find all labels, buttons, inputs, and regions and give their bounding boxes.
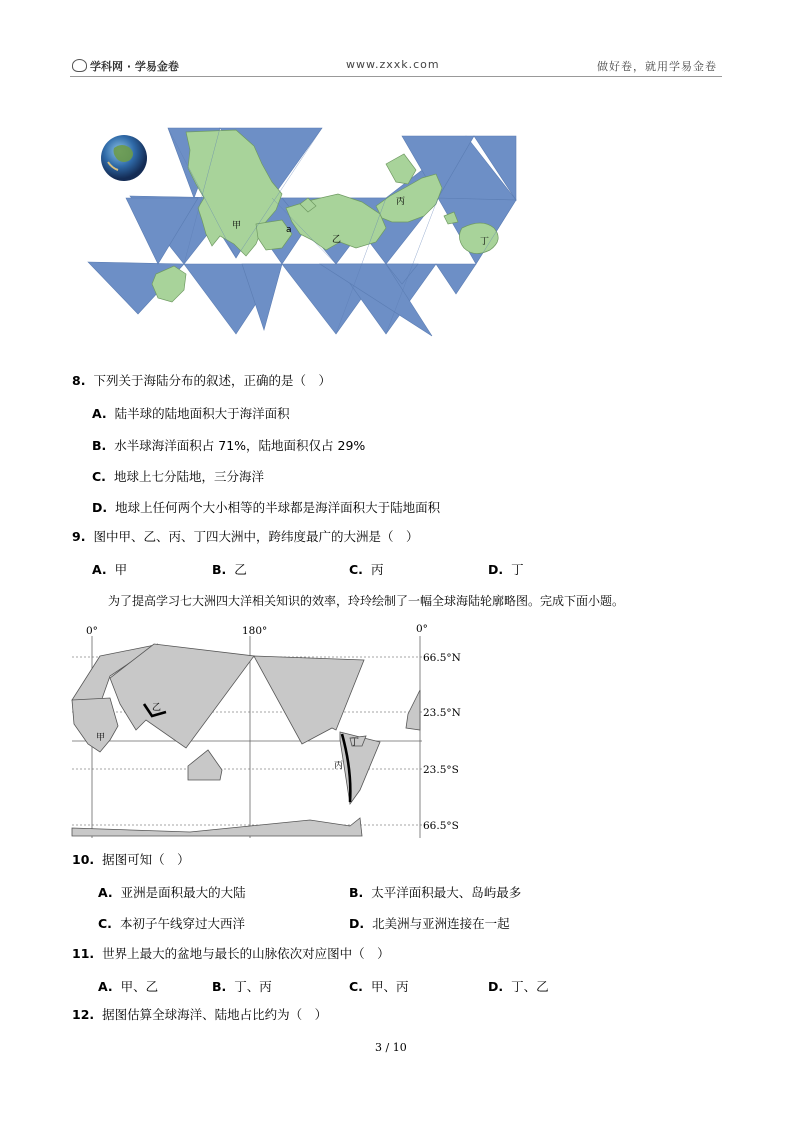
header-slogan: 做好卷，就用学易金卷 (597, 60, 717, 73)
q11-option-b[interactable]: B. 丁、丙 (212, 979, 272, 994)
land-jia (72, 698, 118, 752)
q8-option-c[interactable]: C. 地球上七分陆地，三分海洋 (92, 469, 264, 484)
lon-label-0-left: 0° (86, 625, 98, 637)
q9-option-a[interactable]: A. 甲 (92, 562, 128, 577)
map2-label-jia: 甲 (96, 733, 106, 743)
question-12 (72, 1007, 327, 1023)
header-divider (70, 76, 722, 77)
q9-option-c[interactable]: C. 丙 (349, 562, 384, 577)
map2-label-bing: 丙 (334, 761, 344, 771)
lat-label-23N: 23.5°N (423, 707, 461, 719)
logo-icon (72, 59, 87, 72)
question-text: 世界上最大的盆地与最长的山脉依次对应图中（ ） (102, 946, 390, 961)
q8-option-b[interactable]: B. 水半球海洋面积占 71%，陆地面积仅占 29% (92, 438, 366, 453)
land-antarctica (72, 818, 362, 836)
question-text: 据图估算全球海洋、陆地占比约为（ ） (102, 1007, 328, 1022)
question-number: 10. (72, 852, 95, 867)
outline-world-map (70, 620, 470, 842)
q10-option-c[interactable]: C. 本初子午线穿过大西洋 (98, 916, 245, 931)
q9-option-b[interactable]: B. 乙 (212, 562, 247, 577)
map1-label-yi: 乙 (332, 235, 342, 245)
map1-label-bing: 丙 (396, 197, 406, 207)
continent-ding (459, 223, 498, 254)
question-number: 8. (72, 373, 86, 388)
lat-label-66S: 66.5°S (423, 820, 459, 832)
land-north-america (254, 656, 364, 744)
map1-label-a: a (286, 225, 292, 235)
map1-label-ding: 丁 (480, 237, 490, 247)
q9-option-d[interactable]: D. 丁 (488, 562, 524, 577)
dymaxion-world-map (86, 124, 526, 338)
question-8 (72, 373, 331, 389)
brand-text: 学科网 · 学易金卷 (90, 60, 179, 73)
q8-option-d[interactable]: D. 地球上任何两个大小相等的半球都是海洋面积大于陆地面积 (92, 500, 441, 515)
question-text: 图中甲、乙、丙、丁四大洲中，跨纬度最广的大洲是（ ） (93, 529, 419, 544)
question-text: 下列关于海陆分布的叙述，正确的是（ ） (93, 373, 331, 388)
lon-label-180: 180° (242, 625, 268, 637)
lat-label-23S: 23.5°S (423, 764, 459, 776)
q10-option-a[interactable]: A. 亚洲是面积最大的大陆 (98, 885, 246, 900)
question-9 (72, 529, 418, 545)
lon-label-0-right: 0° (416, 623, 428, 635)
globe-icon (101, 135, 147, 181)
question-number: 12. (72, 1007, 95, 1022)
q11-option-c[interactable]: C. 甲、丙 (349, 979, 409, 994)
page-number: 3 / 10 (375, 1041, 407, 1054)
q8-option-a[interactable]: A. 陆半球的陆地面积大于海洋面积 (92, 406, 290, 421)
q10-option-d[interactable]: D. 北美洲与亚洲连接在一起 (349, 916, 510, 931)
header-brand (72, 58, 179, 74)
q11-option-a[interactable]: A. 甲、乙 (98, 979, 159, 994)
map2-label-yi: 乙 (152, 703, 162, 713)
question-number: 11. (72, 946, 95, 961)
lat-label-66N: 66.5°N (423, 652, 461, 664)
question-number: 9. (72, 529, 86, 544)
land-australia (188, 750, 222, 780)
intro-paragraph: 为了提高学习七大洲四大洋相关知识的效率，玲玲绘制了一幅全球海陆轮廓略图。完成下面小题。 (108, 594, 625, 608)
question-10 (72, 852, 190, 868)
map1-label-jia: 甲 (232, 221, 242, 231)
q10-option-b[interactable]: B. 太平洋面积最大、岛屿最多 (349, 885, 522, 900)
question-text: 据图可知（ ） (102, 852, 190, 867)
map2-label-ding: 丁 (350, 738, 360, 748)
q11-option-d[interactable]: D. 丁、乙 (488, 979, 549, 994)
question-11 (72, 946, 390, 962)
header-site: www.zxxk.com (346, 58, 440, 71)
